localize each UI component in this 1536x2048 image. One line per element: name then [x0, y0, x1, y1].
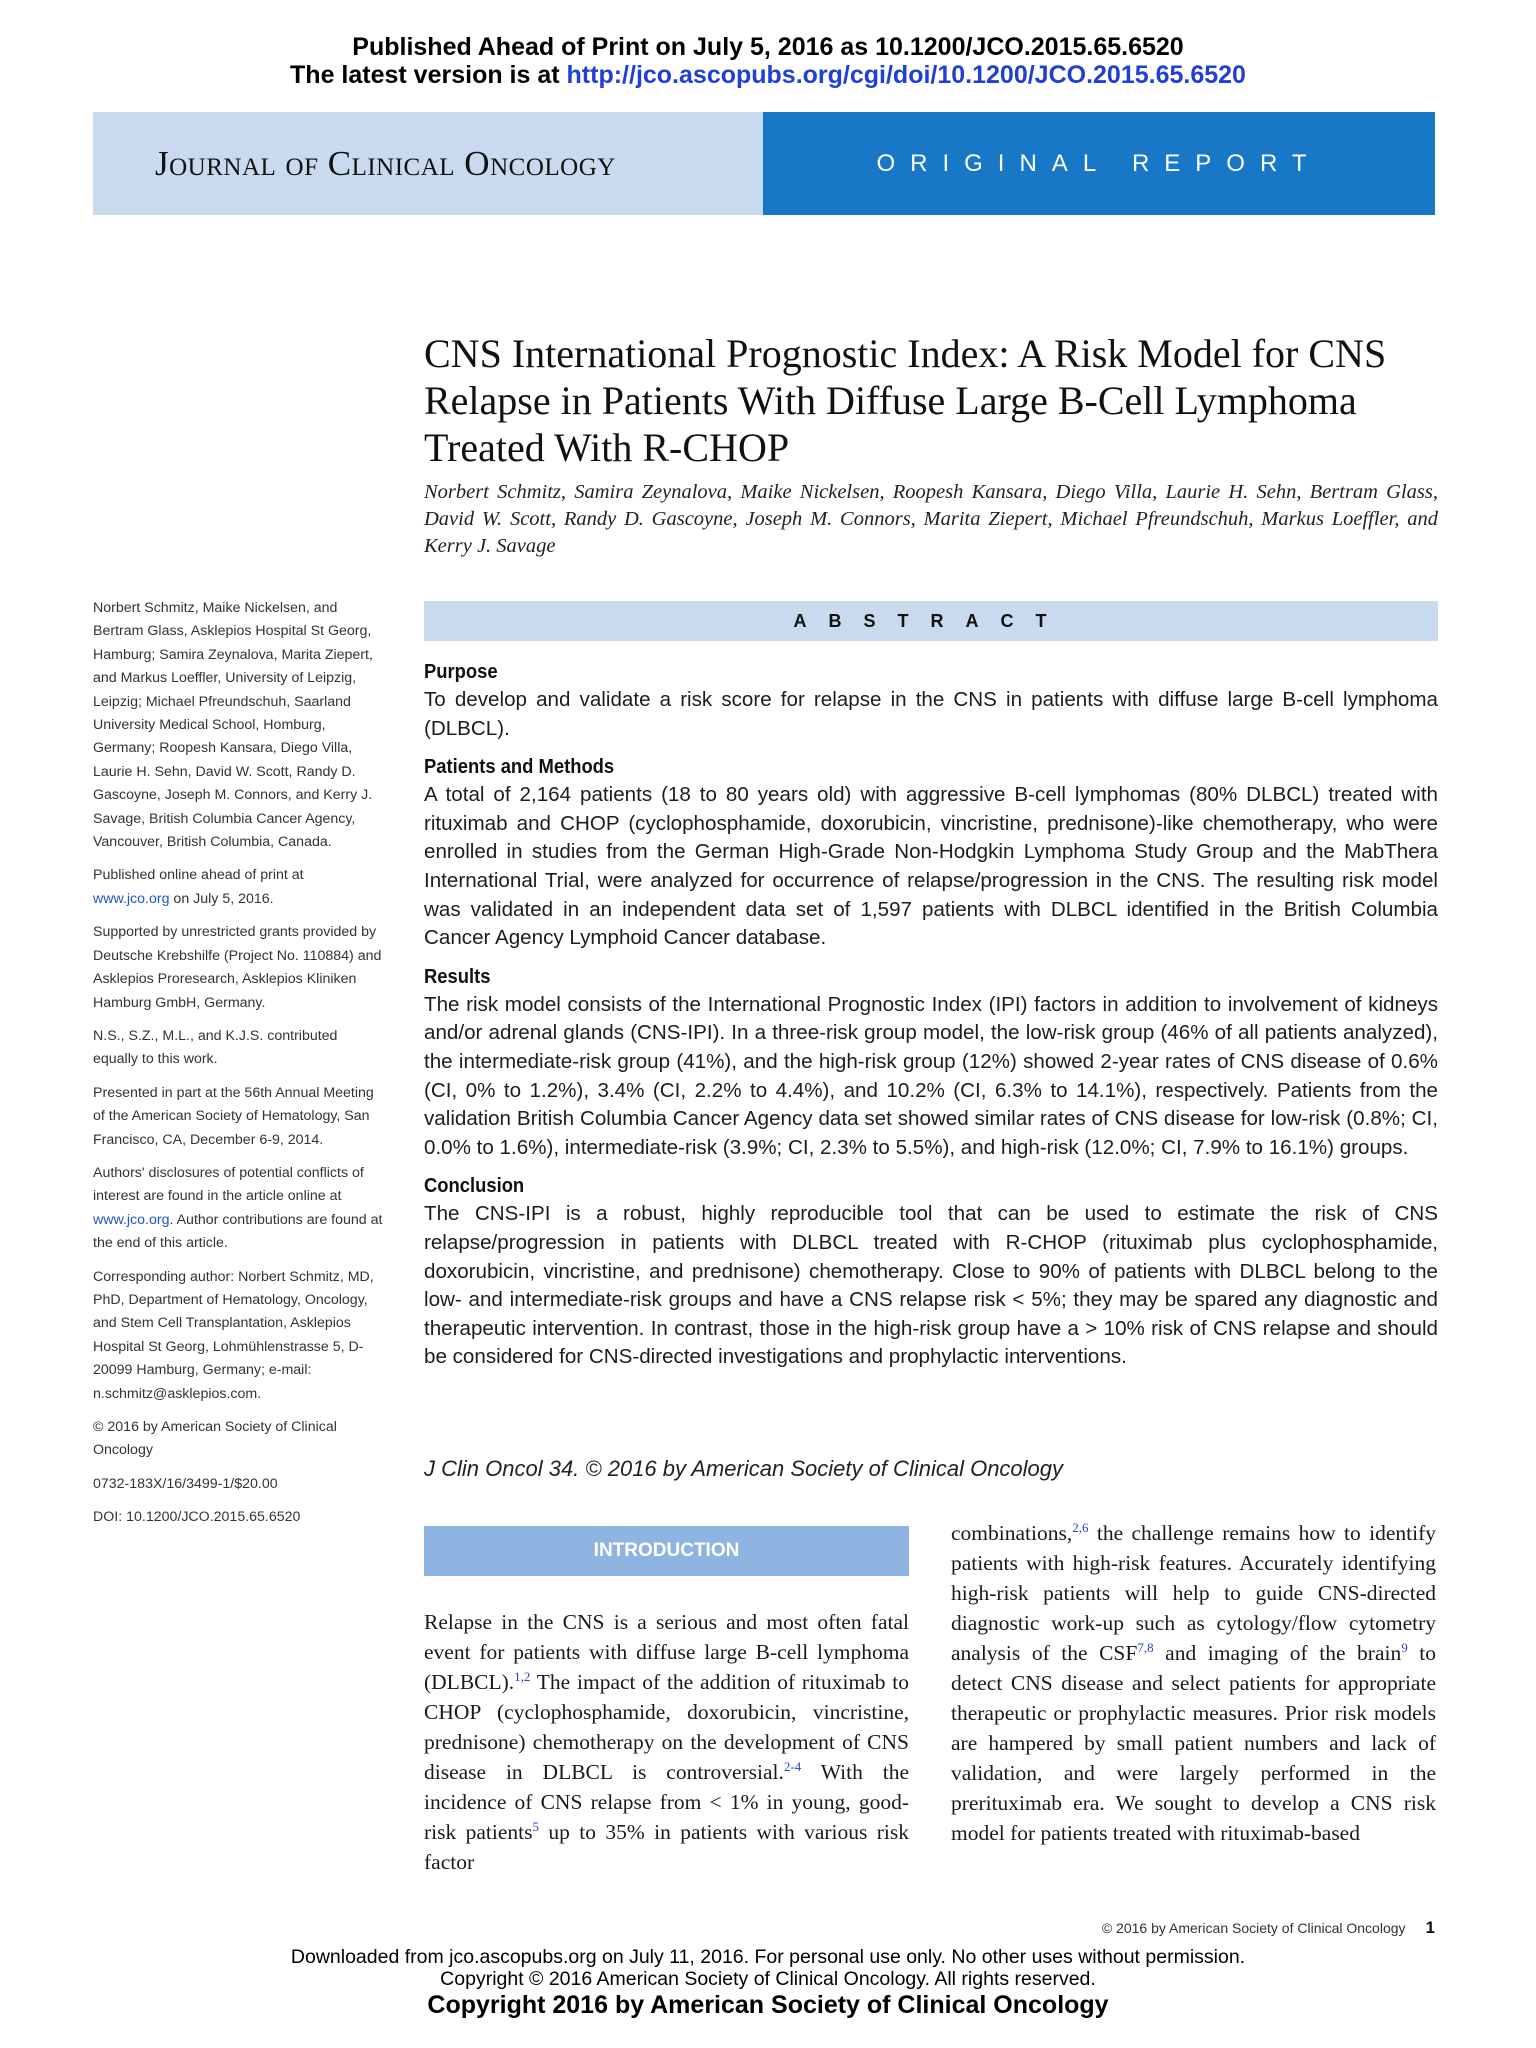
- journal-name: Journal of Clinical Oncology: [93, 112, 763, 215]
- intro-column-left: [424, 1607, 909, 1877]
- latest-version-line: [0, 60, 1536, 90]
- purpose-text: To develop and validate a risk score for relapse in the CNS in patients with diffuse large B-cell lymphoma (DLBCL).: [424, 688, 1438, 740]
- copyright-line: Copyright 2016 by American Society of Clinical Oncology: [427, 1991, 1109, 2019]
- reference-link[interactable]: 2-4: [783, 1758, 802, 1774]
- publication-notice: [0, 0, 1536, 89]
- reference-link[interactable]: 9: [1401, 1639, 1408, 1655]
- corresponding-author: Corresponding author: Norbert Schmitz, MD, PhD, Department of Hematology, Oncology, and Stem Cell Transplantation, Asklepios Hospital St Georg, Lohmühlenstrasse 5, D-20099 Hamburg, Germany; e-mail: n.schmitz@asklepios.com.: [93, 1268, 374, 1402]
- reference-link[interactable]: 7,8: [1137, 1639, 1154, 1655]
- disclosure-suffix: . Author contributions are found at the end of this article.: [93, 1211, 383, 1252]
- introduction-heading: INTRODUCTION: [424, 1526, 909, 1576]
- reference-link[interactable]: 5: [532, 1818, 539, 1834]
- download-line: Downloaded from jco.ascopubs.org on July 11, 2016. For personal use only. No other uses without permission.: [290, 1946, 1246, 1968]
- article-type-label: ORIGINAL REPORT: [763, 112, 1435, 215]
- doi-link[interactable]: http://jco.ascopubs.org/cgi/doi/10.1200/JCO.2015.65.6520: [566, 61, 1246, 89]
- intro-text-8: to detect CNS disease and select patients for appropriate therapeutic or prophylactic measures. Prior risk models are hampered by small patient numbers and lack of validation, and were largely performed in the prerituximab era. We sought to develop a CNS risk model for patients treated with rituximab-based: [951, 1641, 1436, 1845]
- download-notice: [0, 1946, 1536, 2020]
- rights-line: Copyright © 2016 American Society of Clinical Oncology. All rights reserved.: [440, 1968, 1096, 1990]
- ahead-of-print-line: Published Ahead of Print on July 5, 2016 as 10.1200/JCO.2015.65.6520: [352, 33, 1184, 61]
- issn: 0732-183X/16/3499-1/$20.00: [93, 1475, 278, 1492]
- intro-text-6: the challenge remains how to identify patients with high-risk features. Accurately identifying high-risk patients will help to guide CNS-directed diagnostic work-up such as cytology/flow cytometry analysis of the CSF: [951, 1521, 1436, 1665]
- page-number: 1: [1425, 1918, 1435, 1937]
- journal-banner: [93, 112, 1435, 215]
- results-heading: Results: [424, 965, 491, 988]
- conclusion-text: The CNS-IPI is a robust, highly reproducible tool that can be used to estimate the risk of CNS relapse/progression in patients with DLBCL treated with R-CHOP (rituximab plus cyclophosphamide, doxorubicin, vincristine, and prednisone) chemotherapy. Close to 90% of patients with DLBCL belong to the low- and intermediate-risk groups and have a CNS relapse risk < 5%; they may be spared any diagnostic and therapeutic intervention. In contrast, those in the high-risk group have a > 10% risk of CNS relapse and should be considered for CNS-directed investigations and prophylactic interventions.: [424, 1202, 1438, 1369]
- published-note-text: Published online ahead of print at: [93, 867, 304, 884]
- intro-text-4: up to 35% in patients with various risk factor: [424, 1820, 909, 1874]
- methods-heading: Patients and Methods: [424, 756, 615, 779]
- intro-column-right: [951, 1518, 1436, 1848]
- page-footer: [93, 1918, 1435, 1938]
- affiliations: Norbert Schmitz, Maike Nickelsen, and Bertram Glass, Asklepios Hospital St Georg, Hamburg; Samira Zeynalova, Marita Ziepert, and Markus Loeffler, University of Leipzig, Leipzig; Michael Pfreundschuh, Saarland University Medical School, Homburg, Germany; Roopesh Kansara, Diego Villa, Laurie H. Sehn, David W. Scott, Randy D. Gascoyne, Joseph M. Connors, and Kerry J. Savage, British Columbia Cancer Agency, Vancouver, British Columbia, Canada.: [93, 600, 373, 851]
- published-date-text: on July 5, 2016.: [169, 890, 274, 907]
- contribution-note: N.S., S.Z., M.L., and K.J.S. contributed equally to this work.: [93, 1027, 338, 1068]
- abstract-heading: ABSTRACT: [424, 601, 1438, 641]
- article-sidebar: [93, 597, 383, 1540]
- presentation-note: Presented in part at the 56th Annual Meeting of the American Society of Hematology, San Francisco, CA, December 6-9, 2014.: [93, 1084, 374, 1148]
- abstract-body: [424, 658, 1438, 1382]
- doi: DOI: 10.1200/JCO.2015.65.6520: [93, 1509, 301, 1526]
- funding-note: Supported by unrestricted grants provided by Deutsche Krebshilfe (Project No. 110884) and Asklepios Proresearch, Asklepios Kliniken Hamburg GmbH, Germany.: [93, 924, 382, 1011]
- sidebar-copyright: © 2016 by American Society of Clinical Oncology: [93, 1419, 337, 1459]
- jco-website-link[interactable]: www.jco.org: [93, 890, 170, 907]
- disclosure-note: [93, 1162, 383, 1256]
- disclosure-link[interactable]: www.jco.org: [93, 1211, 170, 1228]
- article-title: CNS International Prognostic Index: A Risk Model for CNS Relapse in Patients With Diffuse Large B-Cell Lymphoma Treated With R-CHOP: [424, 331, 1387, 470]
- latest-version-label: The latest version is at: [290, 61, 567, 89]
- journal-citation: J Clin Oncol 34. © 2016 by American Society of Clinical Oncology: [424, 1456, 1064, 1481]
- author-list: Norbert Schmitz, Samira Zeynalova, Maike Nickelsen, Roopesh Kansara, Diego Villa, Laurie H. Sehn, Bertram Glass, David W. Scott, Randy D. Gascoyne, Joseph M. Connors, Marita Ziepert, Michael Pfreundschuh, Markus Loeffler, and Kerry J. Savage: [424, 481, 1438, 557]
- purpose-heading: Purpose: [424, 661, 498, 683]
- results-text: The risk model consists of the International Prognostic Index (IPI) factors in addition to involvement of kidneys and/or adrenal glands (CNS-IPI). In a three-risk group model, the low-risk group (46% of all patients analyzed), the intermediate-risk group (41%), and the high-risk group (12%) showed 2-year rates of CNS disease of 0.6% (CI, 0% to 1.2%), 3.4% (CI, 2.2% to 4.4%), and 10.2% (CI, 6.3% to 14.1%), respectively. Patients from the validation British Columbia Cancer Agency data set showed similar rates of CNS disease for low-risk (0.8%; CI, 0.0% to 1.6%), intermediate-risk (3.9%; CI, 2.3% to 5.5%), and high-risk (12.0%; CI, 7.9% to 16.1%) groups.: [424, 992, 1438, 1159]
- reference-link[interactable]: 1,2: [514, 1668, 531, 1684]
- intro-text-5: combinations,: [951, 1521, 1073, 1545]
- conclusion-heading: Conclusion: [424, 1175, 525, 1198]
- intro-text-3: With the incidence of CNS relapse from < 1% in young, good-risk patients: [424, 1760, 909, 1844]
- intro-text-1: Relapse in the CNS is a serious and most often fatal event for patients with diffuse large B-cell lymphoma (DLBCL).: [424, 1610, 909, 1694]
- footer-copyright: © 2016 by American Society of Clinical Oncology: [1101, 1920, 1406, 1936]
- reference-link[interactable]: 2,6: [1072, 1519, 1089, 1535]
- published-online-note: [93, 864, 383, 911]
- disclosure-text: Authors' disclosures of potential conflicts of interest are found in the article online at: [93, 1164, 364, 1205]
- methods-text: A total of 2,164 patients (18 to 80 years old) with aggressive B-cell lymphomas (80% DLBCL) treated with rituximab and CHOP (cyclophosphamide, doxorubicin, vincristine, prednisone)-like chemotherapy, who were enrolled in studies from the German High-Grade Non-Hodgkin Lymphoma Study Group and the MabThera International Trial, were analyzed for occurrence of relapse/progression in the CNS. The resulting risk model was validated in an independent data set of 1,597 patients with DLBCL identified in the British Columbia Cancer Agency Lymphoid Cancer database.: [424, 783, 1438, 950]
- intro-text-7: and imaging of the brain: [1153, 1641, 1402, 1665]
- intro-text-2: The impact of the addition of rituximab to CHOP (cyclophosphamide, doxorubicin, vincristine, prednisone) chemotherapy on the development of CNS disease in DLBCL is controversial.: [424, 1670, 909, 1784]
